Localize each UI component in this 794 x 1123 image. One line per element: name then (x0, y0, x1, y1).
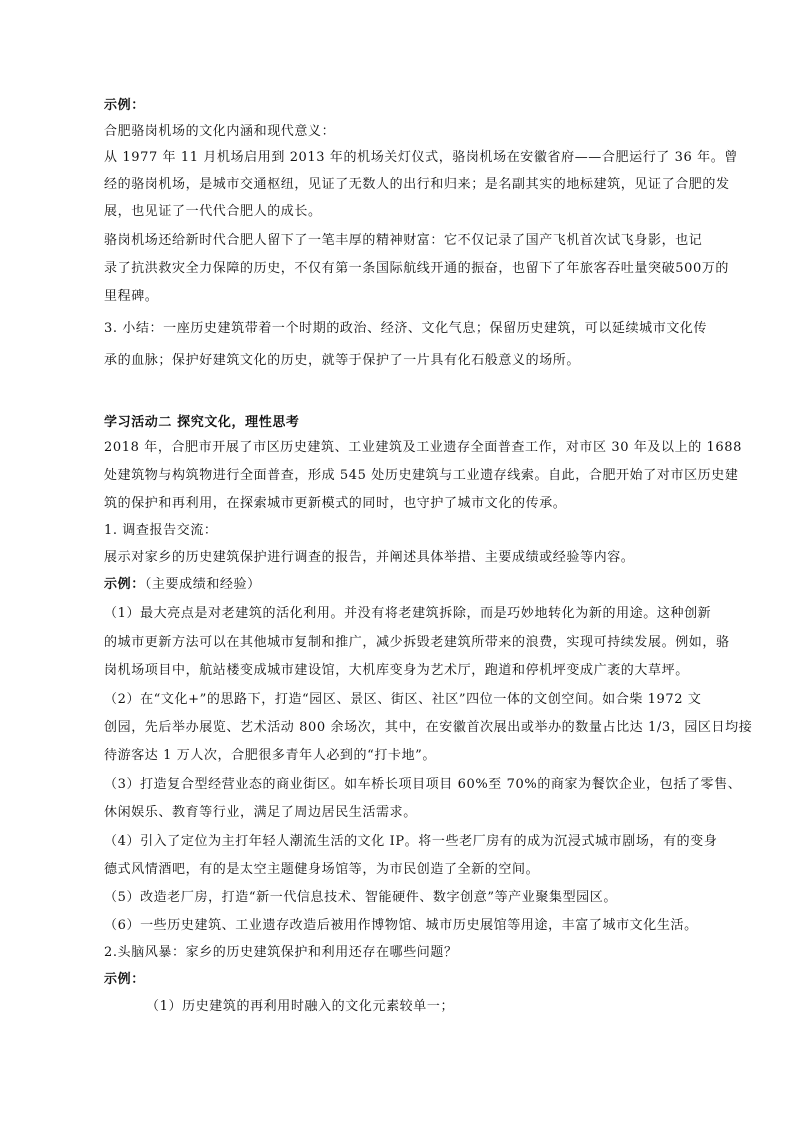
point-line: （2）在“文化+”的思路下，打造“园区、景区、街区、社区”四位一体的文创空间。如合柴 1972 文 (104, 692, 702, 707)
point-line: （6）一些历史建筑、工业遗存改造后被用作博物馆、城市历史展馆等用途，丰富了城市文化生活。 (104, 918, 698, 933)
point-line: 休闲娱乐、教育等行业，满足了周边居民生活需求。 (104, 805, 417, 820)
example-label: 示例： (104, 98, 145, 113)
point-line: （1）历史建筑的再利用时融入的文化元素较单一； (146, 999, 455, 1014)
item-title: 2.头脑风暴：家乡的历史建筑保护和利用还存在哪些问题？ (104, 945, 458, 960)
point-line: 岗机场项目中，航站楼变成城市建设馆，大机库变身为艺术厅，跑道和停机坪变成广袤的大草坪。 (104, 663, 689, 678)
paragraph-line: 展，也见证了一代代合肥人的成长。 (104, 204, 322, 219)
example-note: （主要成绩和经验） (144, 577, 261, 592)
point-line: 德式风情酒吧，有的是太空主题健身场馆等，为市民创造了全新的空间。 (104, 862, 540, 877)
point-line: 创园，先后举办展览、艺术活动 800 余场次，其中，在安徽首次展出或举办的数量占比达 1/3，园区日均接 (104, 720, 753, 735)
point-line: （1）最大亮点是对老建筑的活化利用。并没有将老建筑拆除，而是巧妙地转化为新的用途。这种创新 (104, 606, 712, 621)
paragraph-line: 里程碑。 (104, 289, 159, 304)
point-line: 待游客达 1 万人次，合肥很多青年人必到的“打卡地”。 (104, 748, 437, 763)
paragraph-line: 录了抗洪救灾全力保障的历史，不仅有第一条国际航线开通的振奋，也留下了年旅客吞吐量突破500万的 (104, 261, 730, 276)
summary-line: 3. 小结：一座历史建筑带着一个时期的政治、经济、文化气息；保留历史建筑，可以延续城市文化传 (104, 321, 708, 336)
intro-paragraph-line: 处建筑物与构筑物进行全面普查，形成 545 处历史建筑与工业遗存线索。自此，合肥开始了对市区历史建 (104, 468, 739, 483)
point-line: （3）打造复合型经营业态的商业街区。如车桥长项目项目 60%至 70%的商家为餐饮企业，包括了零售、 (104, 777, 742, 792)
paragraph-line: 骆岗机场还给新时代合肥人留下了一笔丰厚的精神财富：它不仅记录了国产飞机首次试飞身影，也记 (104, 233, 703, 248)
summary-line: 承的血脉；保护好建筑文化的历史，就等于保护了一片具有化石般意义的场所。 (104, 353, 581, 368)
example-line (104, 576, 261, 594)
paragraph-line: 从 1977 年 11 月机场启用到 2013 年的机场关灯仪式，骆岗机场在安徽省府——合肥运行了 36 年。曾 (104, 150, 738, 165)
intro-paragraph-line: 2018 年，合肥市开展了市区历史建筑、工业建筑及工业遗存全面普查工作，对市区 30 年及以上的 1688 (104, 440, 743, 455)
example-label: 示例： (104, 577, 145, 592)
example-label: 示例： (104, 972, 145, 987)
item-title: 1. 调查报告交流： (104, 523, 218, 538)
intro-line: 合肥骆岗机场的文化内涵和现代意义： (104, 124, 336, 139)
point-line: （4）引入了定位为主打年轻人潮流生活的文化 IP。将一些老厂房有的成为沉浸式城市剧场，有的变身 (104, 834, 718, 849)
point-line: 的城市更新方法可以在其他城市复制和推广，减少拆毁老建筑所带来的浪费，实现可持续发展。例如，骆 (104, 635, 730, 650)
point-line: （5）改造老厂房，打造“新一代信息技术、智能硬件、数字创意”等产业聚集型园区。 (104, 890, 617, 905)
section-heading: 学习活动二 探究文化，理性思考 (104, 415, 300, 430)
intro-paragraph-line: 筑的保护和再利用，在探索城市更新模式的同时，也守护了城市文化的传承。 (104, 496, 567, 511)
item-description: 展示对家乡的历史建筑保护进行调查的报告，并阐述具体举措、主要成绩或经验等内容。 (104, 550, 635, 565)
paragraph-line: 经的骆岗机场，是城市交通枢纽，见证了无数人的出行和归来；是名副其实的地标建筑，见证了合肥的发 (104, 177, 730, 192)
